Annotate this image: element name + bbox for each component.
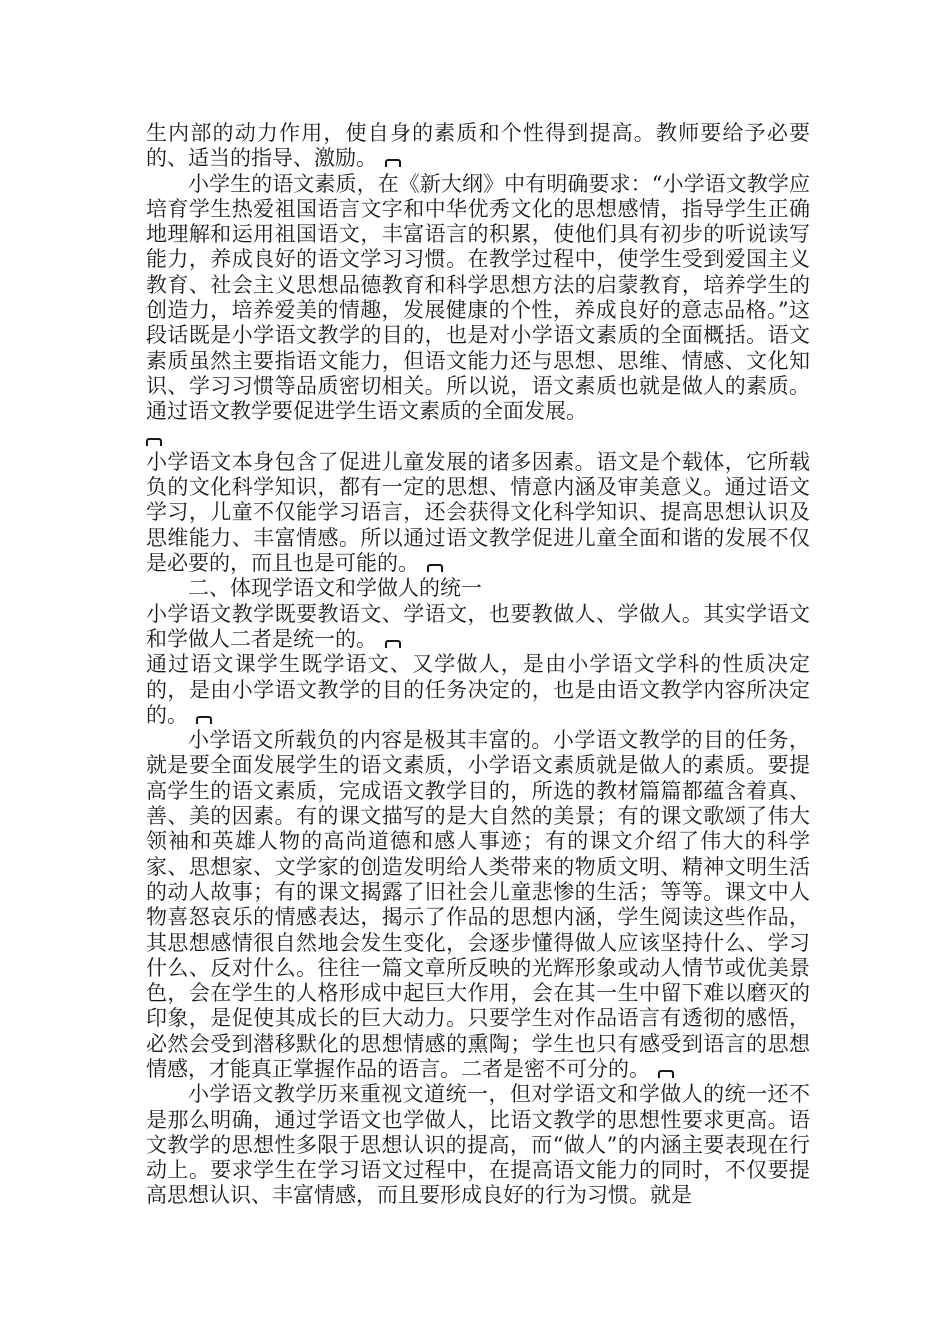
paragraph-2 (146, 172, 810, 425)
paragraph-mark-icon (196, 716, 212, 724)
paragraph-3 (146, 450, 810, 576)
paragraph-1 (146, 121, 810, 172)
paragraph-text: 小学语文教学既要教语文、学语文，也要教做人、学做人。其实学语文和学做人二者是统一的。 (146, 601, 810, 651)
document-page (146, 121, 810, 1209)
paragraph-5 (146, 602, 810, 653)
paragraph-7 (146, 728, 810, 1082)
heading-text: 二、体现学语文和学做人的统一 (188, 576, 482, 601)
paragraph-mark-line (146, 425, 810, 450)
paragraph-text: 小学语文本身包含了促进儿童发展的诸多因素。语文是个载体，它所载负的文化科学知识，都有一定的思想、情意内涵及审美意义。通过语文学习，儿童不仅能学习语言，还会获得文化科学知识、提高思想认识及思维能力、丰富情感。所以通过语文教学促进儿童全面和谐的发展不仅是必要的，而且也是可能的。 (146, 449, 810, 576)
paragraph-text: 通过语文课学生既学语文、又学做人，是由小学语文学科的性质决定的，是由小学语文教学的目的任务决定的，也是由语文教学内容所决定的。 (146, 652, 810, 727)
paragraph-mark-icon (385, 159, 401, 167)
paragraph-text: 小学生的语文素质，在《新大纲》中有明确要求：“小学语文教学应培育学生热爱祖国语言文字和中华优秀文化的思想感情，指导学生正确地理解和运用祖国语文，丰富语言的积累，使他们具有初步的听说读写能力，养成良好的语文学习习惯。在教学过程中，使学生受到爱国主义教育、社会主义思想品德教育和科学思想方法的启蒙教育，培养学生的创造力，培养爱美的情趣，发展健康的个性，养成良好的意志品格。”这段话既是小学语文教学的目的，也是对小学语文素质的全面概括。语文素质虽然主要指语文能力，但语文能力还与思想、思维、情感、文化知识、学习习惯等品质密切相关。所以说，语文素质也就是做人的素质。通过语文教学要促进学生语文素质的全面发展。 (146, 171, 810, 424)
paragraph-mark-icon (427, 564, 443, 572)
paragraph-text: 小学语文所载负的内容是极其丰富的。小学语文教学的目的任务，就是要全面发展学生的语文素质，小学语文素质就是做人的素质。要提高学生的语文素质，完成语文教学目的，所选的教材篇篇都蕴含着真、善、美的因素。有的课文描写的是大自然的美景；有的课文歌颂了伟大领袖和英雄人物的高尚道德和感人事迹；有的课文介绍了伟大的科学家、思想家、文学家的创造发明给人类带来的物质文明、精神文明生活的动人故事；有的课文揭露了旧社会儿童悲惨的生活；等等。课文中人物喜怒哀乐的情感表达，揭示了作品的思想内涵，学生阅读这些作品，其思想感情很自然地会发生变化，会逐步懂得做人应该坚持什么、学习什么、反对什么。往往一篇文章所反映的光辉形象或动人情节或优美景色，会在学生的人格形成中起巨大作用，会在其一生中留下难以磨灭的印象，是促使其成长的巨大动力。只要学生对作品语言有透彻的感悟，必然会受到潜移默化的思想情感的熏陶；学生也只有感受到语言的思想情感，才能真正掌握作品的语言。二者是密不可分的。 (146, 728, 810, 1081)
paragraph-6 (146, 652, 810, 728)
paragraph-text: 生内部的动力作用，使自身的素质和个性得到提高。教师要给予必要的、适当的指导、激励。 (146, 121, 810, 171)
paragraph-mark-icon (658, 1070, 674, 1078)
paragraph-text: 小学语文教学历来重视文道统一，但对学语文和学做人的统一还不是那么明确，通过学语文也学做人，比语文教学的思想性要求更高。语文教学的思想性多限于思想认识的提高，而“做人”的内涵主要表现在行动上。要求学生在学习语文过程中，在提高语文能力的同时，不仅要提高思想认识、丰富情感，而且要形成良好的行为习惯。就是 (146, 1082, 810, 1208)
paragraph-8 (146, 1082, 810, 1208)
paragraph-mark-icon (146, 438, 162, 446)
section-heading (146, 576, 810, 601)
paragraph-mark-icon (385, 640, 401, 648)
